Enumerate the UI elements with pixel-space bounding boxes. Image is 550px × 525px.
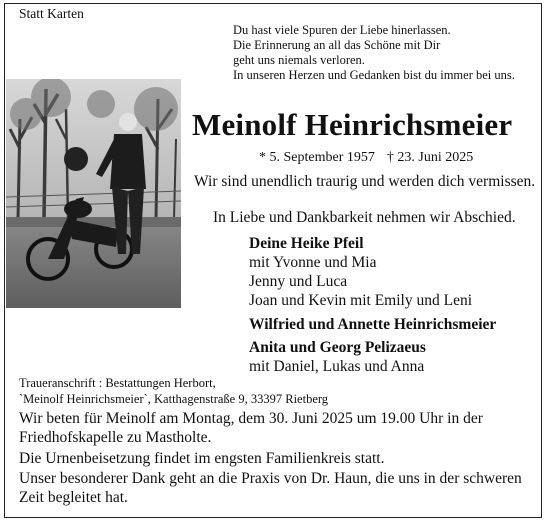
family-member-line: Jenny und Luca: [249, 273, 348, 290]
mourning-address: [19, 375, 328, 407]
thanks-line: Zeit begleitet hat.: [19, 489, 128, 506]
family-group-2: [249, 315, 496, 334]
deceased-name: Meinolf Heinrichsmeier: [192, 107, 513, 142]
thanks-notice: [19, 469, 522, 507]
family-group-1: [249, 234, 472, 310]
family-head: Anita und Georg Pelizaeus: [249, 339, 426, 356]
family-group-3: [249, 338, 426, 376]
family-member-line: Joan und Kevin mit Emily und Leni: [249, 292, 473, 309]
poem-line: In unseren Herzen und Gedanken bist du immer bei uns.: [233, 68, 515, 82]
family-head: Wilfried und Annette Heinrichsmeier: [249, 316, 497, 333]
family-head: Deine Heike Pfeil: [249, 235, 364, 252]
mourning-line: Wir sind unendlich traurig und werden dich vermissen.: [194, 173, 536, 190]
service-line: Friedhofskapelle zu Mastholte.: [19, 429, 212, 446]
memorial-poem: [233, 23, 515, 83]
death-date: † 23. Juni 2025: [386, 150, 474, 165]
poem-line: Die Erinnerung an all das Schöne mit Dir: [233, 38, 441, 52]
service-line: Wir beten für Meinolf am Montag, dem 30. Juni 2025 um 19.00 Uhr in der: [19, 410, 483, 427]
farewell-line: In Liebe und Dankbarkeit nehmen wir Abschied.: [213, 209, 516, 226]
portrait-photo: [6, 79, 181, 308]
thanks-line: Unser besonderer Dank geht an die Praxis von Dr. Haun, die uns in der schweren: [19, 470, 522, 487]
family-member-line: mit Daniel, Lukas und Anna: [249, 358, 425, 375]
birth-date: * 5. September 1957: [259, 150, 375, 165]
urn-notice: Die Urnenbeisetzung findet im engsten Familienkreis statt.: [19, 450, 385, 467]
life-dates: [259, 150, 485, 166]
address-line: Traueranschrift : Bestattungen Herbort,: [19, 376, 216, 390]
motorcycle-photo-illustration: [6, 79, 181, 308]
address-line: `Meinolf Heinrichsmeier`, Katthagenstraße 9, 33397 Rietberg: [19, 392, 329, 406]
poem-line: geht uns niemals verloren.: [233, 53, 365, 67]
statt-karten-label: Statt Karten: [19, 6, 84, 21]
service-notice: [19, 409, 483, 447]
family-member-line: mit Yvonne und Mia: [249, 254, 377, 271]
poem-line: Du hast viele Spuren der Liebe hinerlassen.: [233, 23, 451, 37]
